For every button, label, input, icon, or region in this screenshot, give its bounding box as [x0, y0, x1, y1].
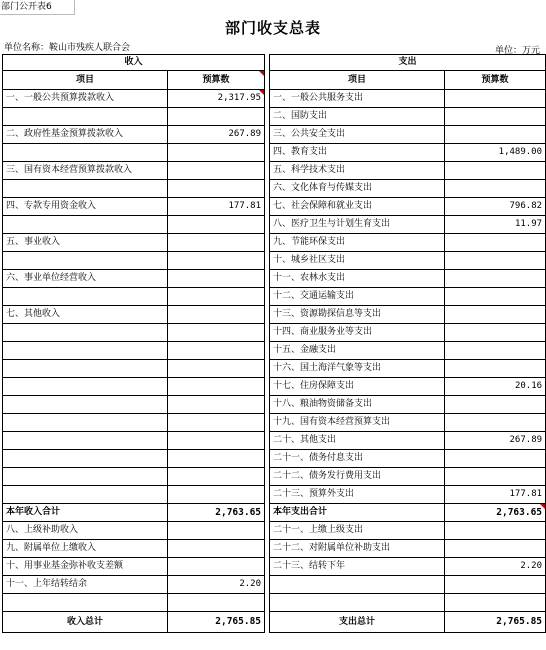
income-value-cell[interactable]: 2.20	[168, 576, 265, 594]
income-value-cell[interactable]	[168, 270, 265, 288]
expense-item-cell[interactable]: 本年支出合计	[270, 504, 445, 522]
expense-value-cell[interactable]	[445, 108, 546, 126]
table-row	[3, 450, 546, 468]
table-row	[3, 414, 546, 432]
table-row	[3, 576, 546, 594]
income-item-cell[interactable]	[3, 324, 168, 342]
expense-value-cell[interactable]: 11.97	[445, 216, 546, 234]
income-item-cell[interactable]: 二、政府性基金预算拨款收入	[3, 126, 168, 144]
expense-value-cell[interactable]	[445, 270, 546, 288]
income-value-cell[interactable]	[168, 342, 265, 360]
table-row	[3, 162, 546, 180]
unit-label: 单位：万元	[494, 46, 540, 56]
table-row	[3, 342, 546, 360]
expense-value-cell[interactable]: 177.81	[445, 486, 546, 504]
expense-value-cell[interactable]	[445, 360, 546, 378]
expense-value-cell[interactable]	[445, 540, 546, 558]
expense-item-cell[interactable]: 支出总计	[270, 612, 445, 633]
income-item-cell[interactable]	[3, 180, 168, 198]
table-row	[3, 522, 546, 540]
table-row	[3, 108, 546, 126]
income-value-cell[interactable]	[168, 90, 265, 108]
comment-marker-icon[interactable]	[540, 504, 545, 509]
income-item-cell[interactable]	[3, 144, 168, 162]
expense-item-cell[interactable]	[270, 594, 445, 612]
income-item-cell[interactable]: 九、附属单位上缴收入	[3, 540, 168, 558]
col-item-income[interactable]: 项目	[3, 71, 168, 90]
income-item-cell[interactable]	[3, 342, 168, 360]
col-budget-income[interactable]	[168, 71, 265, 90]
income-item-cell[interactable]	[3, 288, 168, 306]
expense-value-cell[interactable]	[445, 414, 546, 432]
expense-value-cell[interactable]	[445, 324, 546, 342]
income-item-cell[interactable]: 收入总计	[3, 612, 168, 633]
expense-item-cell[interactable]: 十七、住房保障支出	[270, 378, 445, 396]
table-row	[3, 558, 546, 576]
income-item-cell[interactable]: 四、专款专用资金收入	[3, 198, 168, 216]
table-row	[3, 378, 546, 396]
income-value-cell[interactable]	[168, 540, 265, 558]
expense-item-cell[interactable]	[270, 576, 445, 594]
expense-item-cell[interactable]: 二十、其他支出	[270, 432, 445, 450]
expense-item-cell[interactable]: 十六、国土海洋气象等支出	[270, 360, 445, 378]
expense-item-cell[interactable]: 七、社会保障和就业支出	[270, 198, 445, 216]
expense-value-cell[interactable]	[445, 468, 546, 486]
income-value-cell[interactable]: 267.89	[168, 126, 265, 144]
expense-item-cell[interactable]: 二十二、对附属单位补助支出	[270, 540, 445, 558]
expense-value-cell[interactable]	[445, 306, 546, 324]
income-value-cell[interactable]	[168, 324, 265, 342]
table-row	[3, 432, 546, 450]
income-item-cell[interactable]	[3, 396, 168, 414]
expense-item-cell[interactable]: 十三、资源勘探信息等支出	[270, 306, 445, 324]
report-title: 部门收支总表	[224, 19, 321, 37]
table-row	[3, 306, 546, 324]
income-item-cell[interactable]	[3, 378, 168, 396]
income-value-cell[interactable]	[168, 414, 265, 432]
expense-item-cell[interactable]: 一、一般公共服务支出	[270, 90, 445, 108]
income-item-cell[interactable]: 七、其他收入	[3, 306, 168, 324]
table-row	[3, 270, 546, 288]
section-header-row	[3, 55, 546, 71]
expense-item-cell[interactable]: 四、教育支出	[270, 144, 445, 162]
income-value-cell[interactable]	[168, 594, 265, 612]
income-item-cell[interactable]: 六、事业单位经营收入	[3, 270, 168, 288]
expense-value-cell[interactable]	[445, 90, 546, 108]
expense-value-cell[interactable]	[445, 288, 546, 306]
income-item-cell[interactable]	[3, 252, 168, 270]
section-expense[interactable]: 支出	[270, 55, 546, 71]
income-value-cell[interactable]	[168, 450, 265, 468]
table-row	[3, 468, 546, 486]
income-item-cell[interactable]: 本年收入合计	[3, 504, 168, 522]
expense-item-cell[interactable]: 二十三、预算外支出	[270, 486, 445, 504]
table-row	[3, 180, 546, 198]
income-item-cell[interactable]	[3, 468, 168, 486]
table-row	[3, 324, 546, 342]
expense-item-cell[interactable]: 三、公共安全支出	[270, 126, 445, 144]
income-item-cell[interactable]: 十一、上年结转结余	[3, 576, 168, 594]
income-item-cell[interactable]	[3, 360, 168, 378]
income-item-cell[interactable]	[3, 450, 168, 468]
expense-value-cell[interactable]: 20.16	[445, 378, 546, 396]
income-item-cell[interactable]	[3, 216, 168, 234]
income-value-cell[interactable]	[168, 288, 265, 306]
expense-item-cell[interactable]: 十九、国有资本经营预算支出	[270, 414, 445, 432]
income-value-cell[interactable]	[168, 162, 265, 180]
unit-name: 单位名称：鞍山市残疾人联合会	[4, 43, 131, 53]
income-value-cell[interactable]	[168, 144, 265, 162]
expense-value-cell[interactable]	[445, 576, 546, 594]
comment-marker-icon[interactable]	[259, 90, 264, 95]
income-value-cell[interactable]	[168, 216, 265, 234]
table-row	[3, 396, 546, 414]
expense-value-cell[interactable]	[445, 342, 546, 360]
income-value-cell[interactable]	[168, 378, 265, 396]
expense-item-cell[interactable]: 二十一、债务付息支出	[270, 450, 445, 468]
expense-value-cell[interactable]	[445, 522, 546, 540]
expense-item-cell[interactable]: 十四、商业服务业等支出	[270, 324, 445, 342]
expense-item-cell[interactable]: 十一、农林水支出	[270, 270, 445, 288]
income-value-cell[interactable]	[168, 360, 265, 378]
income-item-cell[interactable]	[3, 414, 168, 432]
table-row	[3, 144, 546, 162]
section-income[interactable]: 收入	[3, 55, 265, 71]
table-row	[3, 198, 546, 216]
expense-value-cell[interactable]	[445, 234, 546, 252]
expense-value-cell[interactable]	[445, 504, 546, 522]
table-row	[3, 252, 546, 270]
income-item-cell[interactable]: 一、一般公共预算拨款收入	[3, 90, 168, 108]
expense-item-cell[interactable]: 五、科学技术支出	[270, 162, 445, 180]
expense-item-cell[interactable]: 十、城乡社区支出	[270, 252, 445, 270]
expense-value-cell[interactable]	[445, 126, 546, 144]
table-row	[3, 612, 546, 633]
income-item-cell[interactable]: 三、国有资本经营预算拨款收入	[3, 162, 168, 180]
expense-value-cell[interactable]: 1,489.00	[445, 144, 546, 162]
income-value-cell[interactable]: 177.81	[168, 198, 265, 216]
expense-value-cell[interactable]: 796.82	[445, 198, 546, 216]
income-value-cell[interactable]	[168, 396, 265, 414]
income-value-cell[interactable]	[168, 252, 265, 270]
income-value-cell[interactable]	[168, 468, 265, 486]
income-item-cell[interactable]	[3, 486, 168, 504]
income-item-cell[interactable]: 十、用事业基金弥补收支差额	[3, 558, 168, 576]
expense-value-cell[interactable]: 2.20	[445, 558, 546, 576]
sheet-name: 部门公开表6	[1, 2, 52, 12]
income-item-cell[interactable]	[3, 594, 168, 612]
table-row	[3, 90, 546, 108]
expense-item-cell[interactable]: 十八、粮油物资储备支出	[270, 396, 445, 414]
budget-table	[2, 54, 546, 633]
income-value-cell[interactable]	[168, 558, 265, 576]
income-value-cell[interactable]	[168, 234, 265, 252]
table-row	[3, 360, 546, 378]
col-budget-label: 预算数	[202, 75, 230, 85]
expense-value-cell[interactable]	[445, 252, 546, 270]
cell-text: 2,317.95	[217, 93, 262, 103]
income-value-cell[interactable]	[168, 180, 265, 198]
income-value-cell[interactable]	[168, 486, 265, 504]
income-item-cell[interactable]: 八、上级补助收入	[3, 522, 168, 540]
income-value-cell[interactable]	[168, 522, 265, 540]
expense-item-cell[interactable]: 二十二、债务发行费用支出	[270, 468, 445, 486]
income-item-cell[interactable]	[3, 432, 168, 450]
expense-item-cell[interactable]: 二、国防支出	[270, 108, 445, 126]
expense-item-cell[interactable]: 九、节能环保支出	[270, 234, 445, 252]
table-row	[3, 216, 546, 234]
income-item-cell[interactable]: 五、事业收入	[3, 234, 168, 252]
income-item-cell[interactable]	[3, 108, 168, 126]
expense-value-cell[interactable]	[445, 594, 546, 612]
table-row	[3, 504, 546, 522]
table-row	[3, 126, 546, 144]
income-value-cell[interactable]	[168, 432, 265, 450]
income-value-cell[interactable]: 2,765.85	[168, 612, 265, 633]
table-row	[3, 234, 546, 252]
comment-marker-icon[interactable]	[259, 71, 264, 76]
expense-item-cell[interactable]: 二十一、上缴上级支出	[270, 522, 445, 540]
table-row	[3, 288, 546, 306]
expense-value-cell[interactable]	[445, 162, 546, 180]
expense-value-cell[interactable]	[445, 396, 546, 414]
expense-item-cell[interactable]: 二十三、结转下年	[270, 558, 445, 576]
expense-value-cell[interactable]: 267.89	[445, 432, 546, 450]
col-budget-expense[interactable]: 预算数	[445, 71, 546, 90]
column-header-row	[3, 71, 546, 90]
expense-value-cell[interactable]	[445, 450, 546, 468]
expense-item-cell[interactable]: 六、文化体育与传媒支出	[270, 180, 445, 198]
income-value-cell[interactable]	[168, 306, 265, 324]
expense-item-cell[interactable]: 八、医疗卫生与计划生育支出	[270, 216, 445, 234]
expense-item-cell[interactable]: 十五、金融支出	[270, 342, 445, 360]
expense-value-cell[interactable]	[445, 180, 546, 198]
col-item-expense[interactable]: 项目	[270, 71, 445, 90]
income-value-cell[interactable]: 2,763.65	[168, 504, 265, 522]
table-row	[3, 540, 546, 558]
income-value-cell[interactable]	[168, 108, 265, 126]
expense-value-cell[interactable]: 2,765.85	[445, 612, 546, 633]
table-row	[3, 594, 546, 612]
table-row	[3, 486, 546, 504]
expense-item-cell[interactable]: 十二、交通运输支出	[270, 288, 445, 306]
report-header	[0, 0, 546, 54]
cell-text: 2,763.65	[496, 507, 543, 518]
